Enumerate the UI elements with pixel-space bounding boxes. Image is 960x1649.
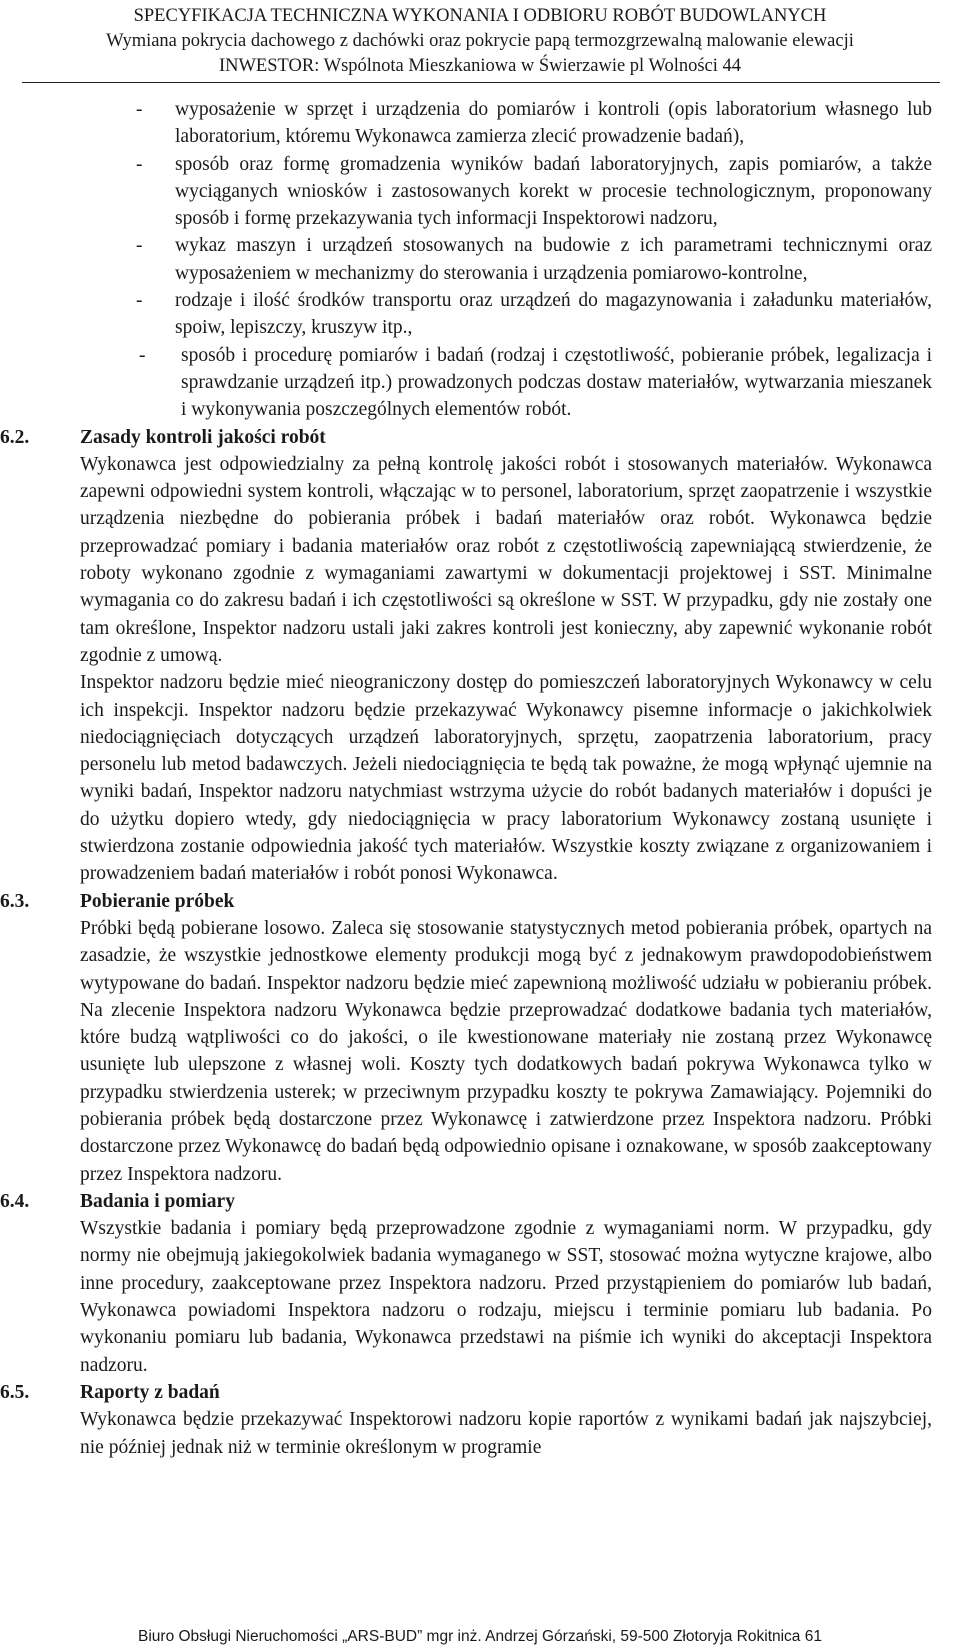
header-investor: INWESTOR: Wspólnota Mieszkaniowa w Świerzawie pl Wolności 44 [218, 56, 742, 76]
list-dash: - [136, 153, 143, 175]
section-text [80, 1215, 932, 1379]
page-header [0, 4, 960, 79]
section-6-3 [0, 888, 960, 1188]
paragraph: Wykonawca jest odpowiedzialny za pełną kontrolę jakości robót i stosowanych materiałów. Wykonawca zapewni odpowiedni system kontroli, włączając w to personel, laboratorium, sprzęt zaopatrzenie i wszystkie urządzenia niezbędne do pobierania próbek i badań materiałów oraz robót. Wykonawca będzie przeprowadzać pomiary i badania materiałów oraz robót z częstotliwością zapewniającą stwierdzenie, że roboty wykonano zgodnie z wymaganiami zawartymi w dokumentacji projektowej i SST. Minimalne wymagania co do zakresu badań i ich częstotliwości są określone w SST. W przypadku, gdy nie zostały one tam określone, Inspektor nadzoru ustali jaki zakres kontroli jest konieczny, aby zapewnić wykonanie robót zgodnie z umową. [80, 453, 932, 666]
section-number: 6.4. [0, 1190, 30, 1212]
list-dash: - [136, 290, 143, 312]
list-dash: - [136, 235, 143, 257]
section-6-5 [0, 1379, 960, 1461]
section-number: 6.3. [0, 890, 30, 912]
section-text [80, 915, 932, 1188]
section-text [80, 451, 932, 888]
header-divider [22, 82, 940, 83]
list-item [136, 151, 932, 233]
section-title: Pobieranie próbek [80, 890, 235, 912]
page-footer: Biuro Obsługi Nieruchomości „ARS-BUD” mgr inż. Andrzej Górzański, 59-500 Złotoryja Rokitnica 61 [138, 1628, 822, 1645]
paragraph: Wykonawca będzie przekazywać Inspektorowi nadzoru kopie raportów z wynikami badań jak najszybciej, nie później jednak niż w terminie określonym w programie [80, 1409, 932, 1458]
list-item-text: sposób i procedurę pomiarów i badań (rodzaj i częstotliwość, pobieranie próbek, legalizacja i sprawdzanie urządzeń itp.) prowadzonych podczas dostaw materiałów, wytwarzania mieszanek i wykonywania poszczególnych elementów robót. [181, 344, 932, 421]
section-heading [0, 1188, 960, 1215]
list-item [136, 287, 932, 342]
section-text [80, 1406, 932, 1461]
document-body [0, 96, 960, 1461]
section-title: Zasady kontroli jakości robót [80, 426, 326, 448]
section-heading [0, 1379, 960, 1406]
requirements-list [0, 96, 960, 424]
section-number: 6.2. [0, 426, 30, 448]
list-item-text: wykaz maszyn i urządzeń stosowanych na budowie z ich parametrami technicznymi oraz wyposażeniem w mechanizmy do sterowania i urządzenia pomiarowo-kontrolne, [175, 235, 932, 284]
header-project: Wymiana pokrycia dachowego z dachówki oraz pokrycie papą termozgrzewalną malowanie elewacji [106, 31, 854, 51]
list-item [139, 342, 932, 424]
section-6-2 [0, 424, 960, 888]
list-dash: - [136, 99, 143, 120]
section-number: 6.5. [0, 1381, 30, 1403]
paragraph: Inspektor nadzoru będzie mieć nieograniczony dostęp do pomieszczeń laboratoryjnych Wykonawcy w celu ich inspekcji. Inspektor nadzoru będzie przekazywać Wykonawcy pisemne informacje o jakichkolwiek niedociągnięciach dotyczących urządzeń laboratoryjnych, sprzętu, zaopatrzenia laboratorium, pracy personelu lub metod badawczych. Jeżeli niedociągnięcia te będą tak poważne, że mogą wpłynąć ujemnie na wyniki badań, Inspektor nadzoru natychmiast wstrzyma użycie do robót badanych materiałów i dopuści je do użytku dopiero wtedy, gdy niedociągnięcia w pracy laboratorium Wykonawcy zostaną usunięte i stwierdzona zostanie odpowiednia jakość tych materiałów. Wszystkie koszty związane z organizowaniem i prowadzeniem badań materiałów i robót ponosi Wykonawca. [80, 672, 932, 885]
section-title: Badania i pomiary [80, 1190, 235, 1212]
list-item-text: sposób oraz formę gromadzenia wyników badań laboratoryjnych, zapis pomiarów, a także wyciąganych wniosków i zastosowanych korekt w procesie technologicznym, proponowany sposób i formę przekazywania tych informacji Inspektorowi nadzoru, [175, 153, 932, 230]
header-title: SPECYFIKACJA TECHNICZNA WYKONANIA I ODBIORU ROBÓT BUDOWLANYCH [133, 6, 827, 26]
list-item [136, 232, 932, 287]
list-item-text: rodzaje i ilość środków transportu oraz urządzeń do magazynowania i załadunku materiałów, spoiw, lepiszczy, kruszyw itp., [175, 290, 932, 339]
list-item-text: wyposażenie w sprzęt i urządzenia do pomiarów i kontroli (opis laboratorium własnego lub laboratorium, któremu Wykonawca zamierza zlecić prowadzenie badań), [175, 99, 932, 148]
list-item [136, 96, 932, 151]
section-6-4 [0, 1188, 960, 1379]
list-dash: - [139, 344, 146, 366]
section-heading [0, 424, 960, 451]
paragraph: Próbki będą pobierane losowo. Zaleca się stosowanie statystycznych metod pobierania próbek, opartych na zasadzie, że wszystkie jednostkowe elementy produkcji mogą być z jednakowym prawdopodobieństwem wytypowane do badań. Inspektor nadzoru będzie mieć zapewnioną możliwość udziału w pobieraniu próbek. Na zlecenie Inspektora nadzoru Wykonawca będzie przeprowadzać dodatkowe badania tych materiałów, które budzą wątpliwości co do jakości, o ile kwestionowane materiały nie zostaną przez Wykonawcę usunięte lub ulepszone z własnej woli. Koszty tych dodatkowych badań pokrywa Wykonawca tylko w przypadku stwierdzenia usterek; w przeciwnym przypadku koszty te pokrywa Zamawiający. Pojemniki do pobierania próbek będą dostarczone przez Wykonawcę i zatwierdzone przez Inspektora nadzoru. Próbki dostarczone przez Wykonawcę do badań będą odpowiednio opisane i oznakowane, w sposób zaakceptowany przez Inspektora nadzoru. [80, 917, 932, 1185]
section-heading [0, 888, 960, 915]
paragraph: Wszystkie badania i pomiary będą przeprowadzone zgodnie z wymaganiami norm. W przypadku, gdy normy nie obejmują jakiegokolwiek badania wymaganego w SST, stosować można wytyczne krajowe, albo inne procedury, zaakceptowane przez Inspektora nadzoru. Przed przystąpieniem do pomiarów lub badań, Wykonawca powiadomi Inspektora nadzoru o rodzaju, miejscu i terminie pomiaru lub badania. Po wykonaniu pomiaru lub badania, Wykonawca przedstawi na piśmie ich wyniki do akceptacji Inspektora nadzoru. [80, 1218, 932, 1376]
section-title: Raporty z badań [80, 1381, 220, 1403]
